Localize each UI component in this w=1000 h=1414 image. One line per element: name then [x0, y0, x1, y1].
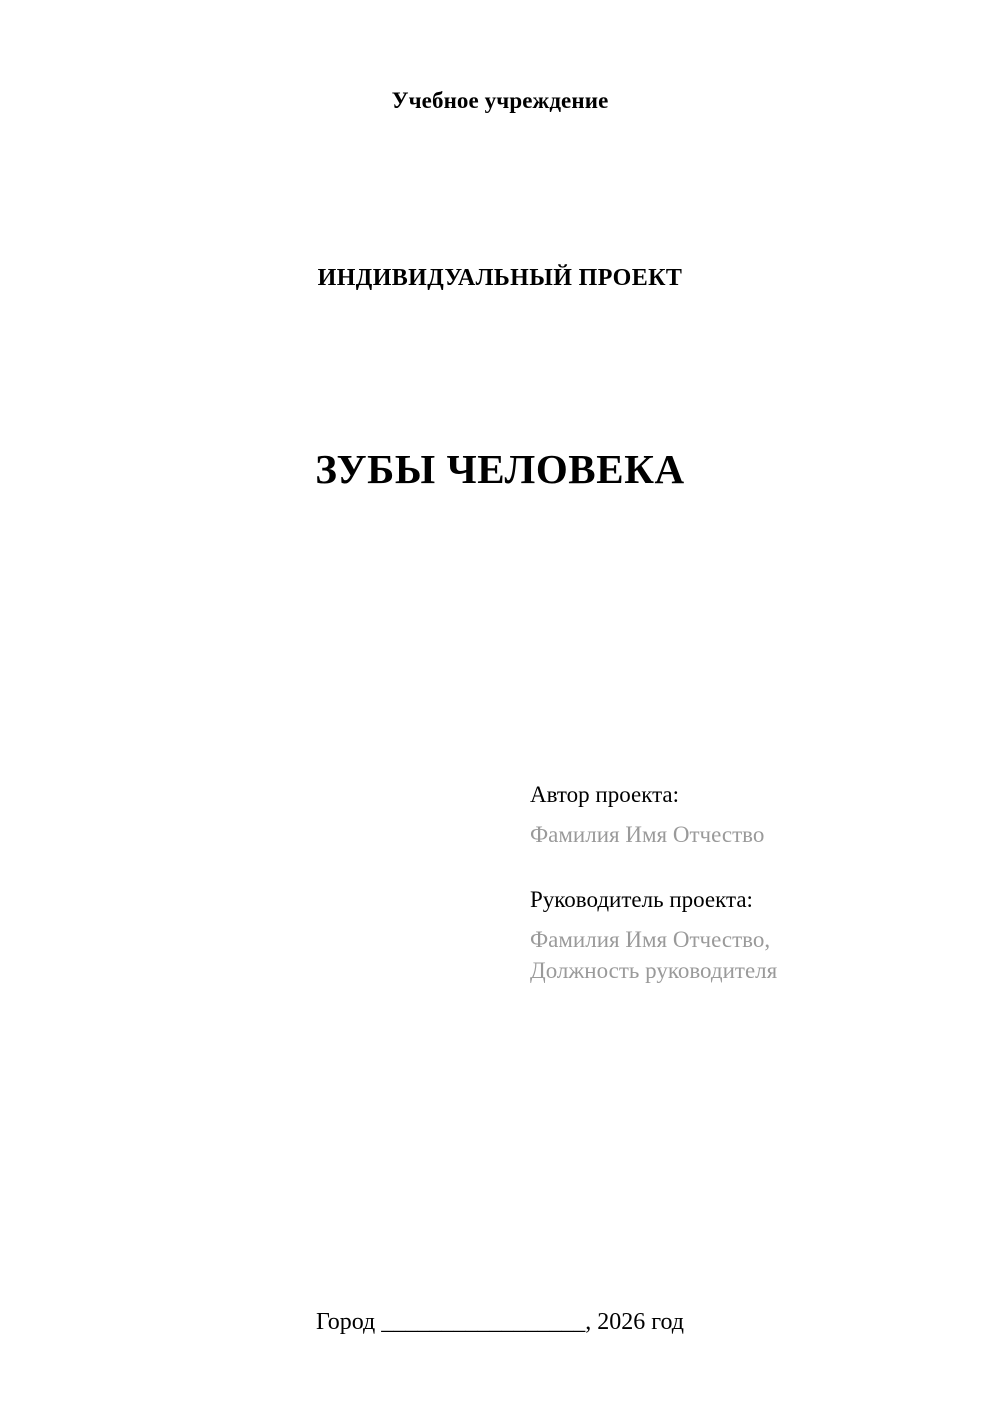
supervisor-value-line-1: Фамилия Имя Отчество, [530, 927, 771, 953]
page-title: ЗУБЫ ЧЕЛОВЕКА [315, 446, 685, 492]
supervisor-label: Руководитель проекта: [530, 887, 753, 913]
institution-name: Учебное учреждение [391, 88, 609, 113]
footer-city-year: Город _________________, 2026 год [315, 1309, 685, 1335]
author-value: Фамилия Имя Отчество [530, 822, 765, 847]
supervisor-value-line-2: Должность руководителя [530, 958, 778, 984]
document-type: ИНДИВИДУАЛЬНЫЙ ПРОЕКТ [317, 265, 683, 291]
author-label: Автор проекта: [530, 782, 679, 807]
author-group [530, 783, 930, 850]
supervisor-group [530, 888, 930, 986]
signature-block [530, 783, 930, 986]
